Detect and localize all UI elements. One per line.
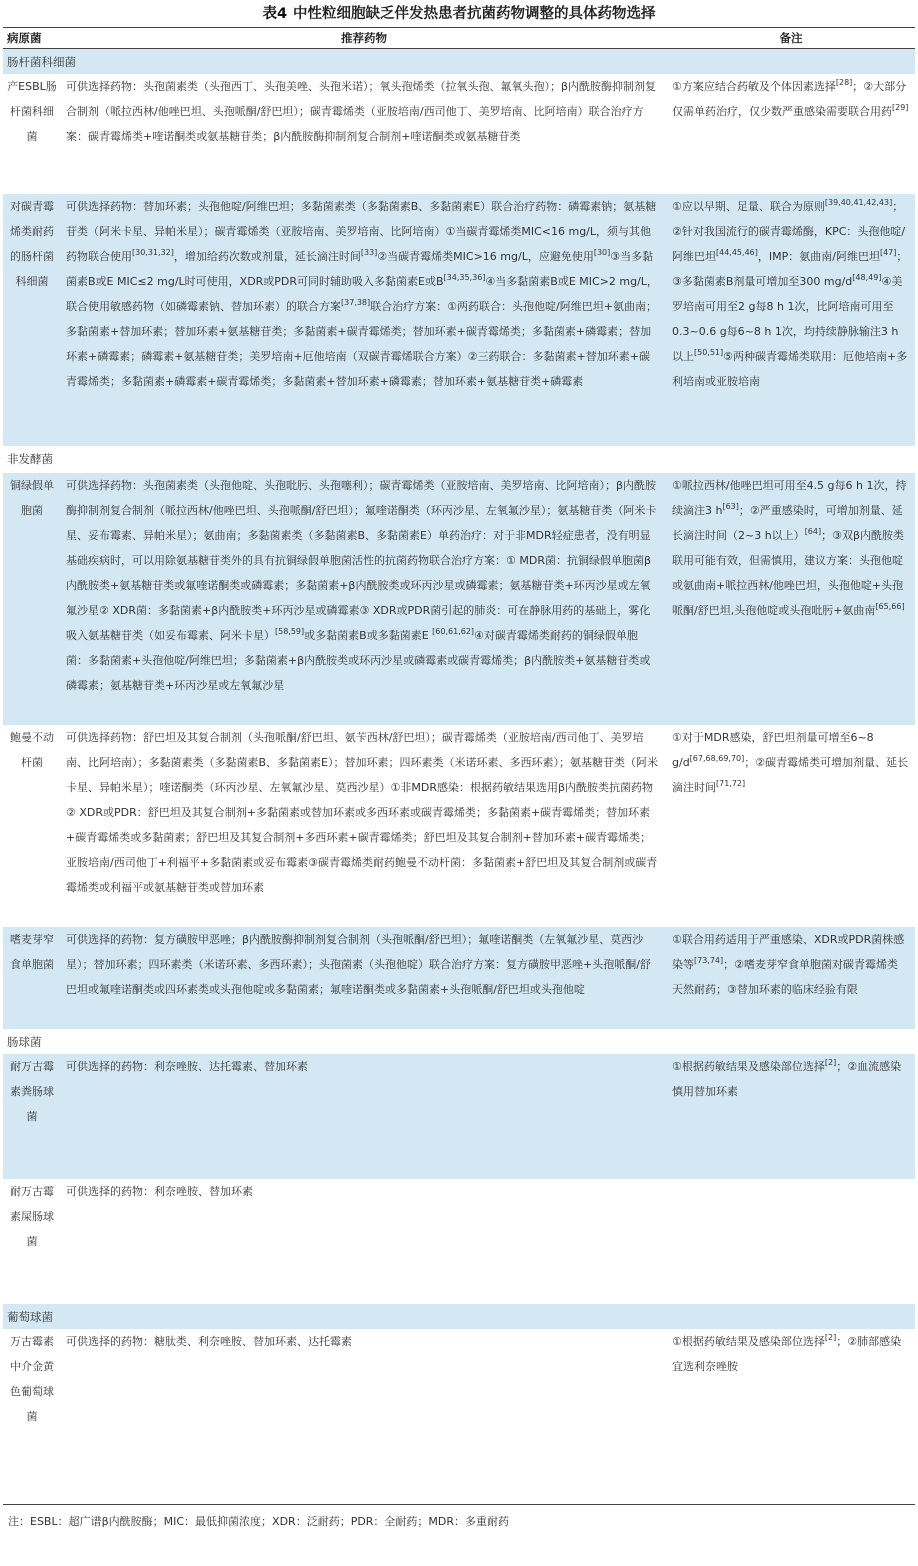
table-row (3, 194, 915, 446)
citation-ref: [28] (835, 78, 853, 87)
citation-ref: [30] (593, 248, 611, 257)
citation-ref: [60,61,62] (432, 627, 475, 636)
category-row (3, 1029, 915, 1054)
header-row (3, 28, 915, 49)
remarks-cell (667, 1179, 915, 1304)
remarks-cell: ①哌拉西林/他唑巴坦可用至4.5 g每6 h 1次，持续滴注3 h[63]；②严重感染时，可增加剂量、延长滴注时间（2~3 h以上）[64]；③双β内酰胺类联用可能有效，但需慎用，建议方案：头孢他啶或氨曲南+哌拉西林/他唑巴坦，头孢他啶+头孢哌酮/舒巴坦,头孢他啶或头孢吡肟+氨曲南[65,66] (672, 479, 907, 617)
pathogen-cell: 耐万古霉素屎肠球菌 (10, 1185, 54, 1248)
pathogen-cell: 万古霉素中介金黄色葡萄球菌 (10, 1335, 54, 1423)
drugs-cell: 可供选择药物：替加环素；头孢他啶/阿维巴坦；多黏菌素类（多黏菌素B、多黏菌素E）联合治疗药物：磷霉素钠；氨基糖苷类（阿米卡星、异帕米星）；碳青霉烯类（亚胺培南、美罗培南、比阿培南）①当碳青霉烯类MIC<16 mg/L，须与其他药物联合使用[30,31,32]，增加给药次数或剂量，延长滴注时间[33]②当碳青霉烯类MIC>16 mg/L，应避免使用[30]③当多黏菌素B或E MIC≤2 mg/L时可使用，XDR或PDR可同时辅助吸入多黏菌素E或B[34,35,36]④当多黏菌素B或E MIC>2 mg/L，联合使用敏感药物（如磷霉素钠、替加环素）的联合方案[37,38]联合治疗方案：①两药联合：头孢他啶/阿维巴坦+氨曲南；多黏菌素+替加环素；替加环素+氨基糖苷类；多黏菌素+碳青霉烯类；替加环素+碳青霉烯类；多黏菌素+磷霉素；替加环素+磷霉素；磷霉素+氨基糖苷类；美罗培南+厄他培南（双碳青霉烯联合方案）②三药联合：多黏菌素+替加环素+碳青霉烯类；多黏菌素+磷霉素+碳青霉烯类；多黏菌素+替加环素+磷霉素；替加环素+氨基糖苷类+磷霉素 (66, 200, 658, 388)
drugs-cell: 可供选择的药物：利奈唑胺、达托霉素、替加环素 (61, 1054, 667, 1179)
citation-ref: [47] (879, 248, 897, 257)
drugs-cell: 可供选择的药物：复方磺胺甲恶唑；β内酰胺酶抑制剂复合制剂（头孢哌酮/舒巴坦）；氟喹诺酮类（左氧氟沙星、莫西沙星）；替加环素；四环素类（米诺环素、多西环素）；头孢菌素（头孢他啶）联合治疗方案：复方磺胺甲恶唑+头孢哌酮/舒巴坦或氟喹诺酮类或四环素类或头孢他啶或多黏菌素；氟喹诺酮类或多黏菌素+头孢哌酮/舒巴坦或头孢他啶 (66, 933, 651, 996)
header-remarks: 备注 (667, 28, 915, 49)
citation-ref: [33] (360, 248, 378, 257)
table-caption: 中性粒细胞缺乏伴发热患者抗菌药物调整的具体药物选择 (293, 6, 656, 22)
category-enterobacteria: 肠杆菌科细菌 (3, 49, 915, 75)
table-row (3, 473, 915, 725)
remarks-cell: ①应以早期、足量、联合为原则[39,40,41,42,43]；②针对我国流行的碳青霉烯酶，KPC：头孢他啶/阿维巴坦[44,45,46]，IMP：氨曲南/阿维巴坦[47]；③多黏菌素B剂量可增加至300 mg/d[48,49]④美罗培南可用至2 g每8 h 1次，比阿培南可用至0.3~0.6 g每6~8 h 1次，均持续静脉输注3 h以上[50,51]⑤两种碳青霉烯类联用：厄他培南+多利培南或亚胺培南 (672, 198, 908, 388)
citation-ref: [73,74] (694, 956, 724, 965)
citation-ref: [44,45,46] (716, 248, 758, 257)
table-row (3, 927, 915, 1029)
citation-ref: [39,40,41,42,43] (824, 198, 893, 207)
category-row (3, 1304, 915, 1329)
citation-ref: [65,66] (875, 602, 905, 611)
citation-ref: [30,31,32] (132, 248, 174, 257)
citation-ref: [2] (824, 1333, 837, 1342)
header-pathogen: 病原菌 (3, 28, 61, 49)
pathogen-cell: 鲍曼不动杆菌 (10, 731, 54, 769)
citation-ref: [2] (824, 1058, 837, 1067)
citation-ref: [64] (804, 527, 822, 536)
table-number: 表4 (262, 6, 288, 22)
table-footnote: 注：ESBL：超广谱β内酰胺酶；MIC：最低抑菌浓度；XDR：泛耐药；PDR：全耐药；MDR：多重耐药 (3, 1504, 915, 1531)
drugs-cell: 可供选择药物：头孢菌素类（头孢西丁、头孢美唑、头孢米诺）；氧头孢烯类（拉氧头孢、氟氧头孢）；β内酰胺酶抑制剂复合制剂（哌拉西林/他唑巴坦、头孢哌酮/舒巴坦）；碳青霉烯类（亚胺培南/西司他丁、美罗培南、比阿培南）联合治疗方案：碳青霉烯类+喹诺酮类或氨基糖苷类；β内酰胺酶抑制剂复合制剂+喹诺酮类或氨基糖苷类 (66, 80, 657, 143)
pathogen-cell: 产ESBL肠杆菌科细菌 (7, 80, 57, 143)
citation-ref: [50,51] (694, 348, 724, 357)
pathogen-cell: 铜绿假单胞菌 (3, 473, 61, 725)
category-row (3, 446, 915, 473)
citation-ref: [37,38] (341, 298, 371, 307)
drug-table (3, 27, 915, 1504)
table-row (3, 74, 915, 194)
citation-ref: [67,68,69,70] (689, 754, 745, 763)
remarks-cell: ①对于MDR感染，舒巴坦剂量可增至6~8 g/d[67,68,69,70]；②碳青霉烯类可增加剂量、延长滴注时间[71,72] (672, 731, 909, 794)
drugs-cell: 可供选择药物：舒巴坦及其复合制剂（头孢哌酮/舒巴坦、氨苄西林/舒巴坦）；碳青霉烯类（亚胺培南/西司他丁、美罗培南、比阿培南）；多黏菌素类（多黏菌素B、多黏菌素E）；替加环素；四环素类（米诺环素、多西环素）；氨基糖苷类（阿米卡星、异帕米星）；喹诺酮类（环丙沙星、左氧氟沙星、莫西沙星）①非MDR感染：根据药敏结果选用β内酰胺类抗菌药物② XDR或PDR：舒巴坦及其复合制剂+多黏菌素或替加环素或多西环素或碳青霉烯类；多黏菌素+碳青霉烯类；替加环素+碳青霉烯类或多黏菌素；舒巴坦及其复合制剂+多西环素+碳青霉烯类；舒巴坦及其复合制剂+替加环素+碳青霉烯类；亚胺培南/西司他丁+利福平+多黏菌素或妥布霉素③碳青霉烯类耐药鲍曼不动杆菌：多黏菌素+舒巴坦及其复合制剂或碳青霉烯类或利福平或氨基糖苷类或替加环素 (66, 731, 658, 894)
pathogen-cell: 耐万古霉素粪肠球菌 (3, 1054, 61, 1179)
table-row (3, 725, 915, 927)
table-row (3, 1179, 915, 1304)
category-row (3, 49, 915, 75)
citation-ref: [58,59] (275, 627, 305, 636)
category-staphylococcus: 葡萄球菌 (3, 1304, 915, 1329)
category-nonfermenter: 非发酵菌 (7, 452, 53, 466)
pathogen-cell: 对碳青霉烯类耐药的肠杆菌科细菌 (3, 194, 61, 446)
table-row (3, 1054, 915, 1179)
citation-ref: [34,35,36] (443, 273, 486, 282)
remarks-cell: ①根据药敏结果及感染部位选择[2]；②肺部感染宜选利奈唑胺 (672, 1333, 902, 1373)
category-enterococcus: 肠球菌 (7, 1035, 42, 1049)
table-title (0, 0, 918, 27)
pathogen-cell: 嗜麦芽窄食单胞菌 (3, 927, 61, 1029)
header-drugs: 推荐药物 (61, 28, 667, 49)
citation-ref: [48,49] (852, 273, 882, 282)
drugs-cell: 可供选择药物：头孢菌素类（头孢他啶、头孢吡肟、头孢噻利）；碳青霉烯类（亚胺培南、美罗培南、比阿培南）；β内酰胺酶抑制剂复合制剂（哌拉西林/他唑巴坦、头孢哌酮/舒巴坦）；氟喹诺酮类（环丙沙星、左氧氟沙星）；氨基糖苷类（阿米卡星、妥布霉素、异帕米星）；氨曲南；多黏菌素类（多黏菌素B、多黏菌素E）单药治疗：对于非MDR轻症患者，没有明显基础疾病时，可以用除氨基糖苷类外的具有抗铜绿假单胞菌活性的抗菌药物联合治疗方案：① MDR菌：抗铜绿假单胞菌β内酰胺类+氨基糖苷类或氟喹诺酮类或磷霉素；多黏菌素+β内酰胺类或环丙沙星或磷霉素；氨基糖苷类+环丙沙星或左氧氟沙星② XDR菌：多黏菌素+β内酰胺类+环丙沙星或磷霉素③ XDR或PDR菌引起的肺炎：可在静脉用药的基础上，雾化吸入氨基糖苷类（如妥布霉素、阿米卡星）[58,59]或多黏菌素B或多黏菌素E [60,61,62]④对碳青霉烯类耐药的铜绿假单胞菌：多黏菌素+头孢他啶/阿维巴坦；多黏菌素+β内酰胺类或环丙沙星或磷霉素或碳青霉烯类；β内酰胺类+氨基糖苷类或磷霉素；氨基糖苷类+环丙沙星或左氧氟沙星 (66, 479, 657, 692)
citation-ref: [63] (722, 502, 739, 511)
remarks-cell: ①方案应结合药敏及个体因素选择[28]；②大部分仅需单药治疗，仅少数严重感染需要联合用药[29] (672, 78, 909, 118)
citation-ref: [71,72] (716, 779, 746, 788)
citation-ref: [29] (892, 103, 909, 112)
drugs-cell: 可供选择的药物：糖肽类、利奈唑胺、替加环素、达托霉素 (66, 1335, 352, 1348)
table-row (3, 1329, 915, 1504)
remarks-cell: ①根据药敏结果及感染部位选择[2]；②血流感染慎用替加环素 (667, 1054, 915, 1179)
drugs-cell: 可供选择的药物：利奈唑胺、替加环素 (66, 1185, 253, 1198)
remarks-cell: ①联合用药适用于严重感染、XDR或PDR菌株感染等[73,74]；②嗜麦芽窄食单胞菌对碳青霉烯类天然耐药；③替加环素的临床经验有限 (672, 933, 905, 996)
